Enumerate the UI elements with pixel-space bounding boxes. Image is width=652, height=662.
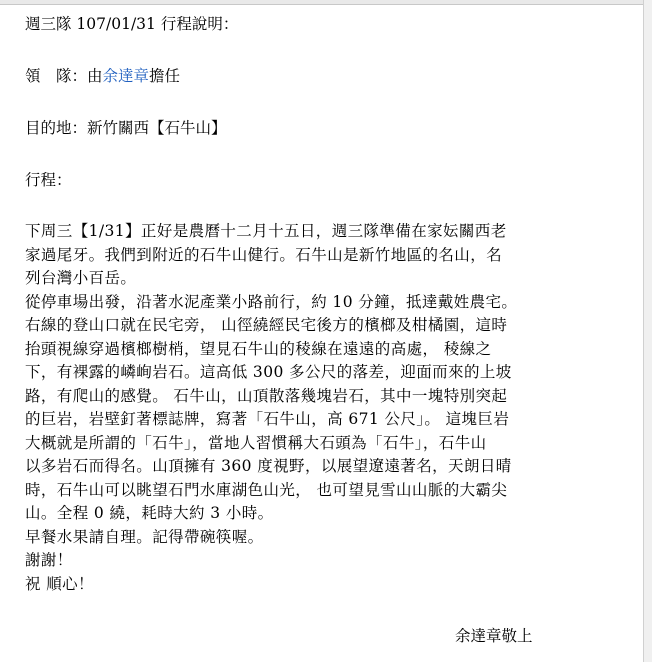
document-body — [25, 12, 640, 596]
body-line: 下周三【1/31】正好是農曆十二月十五日，週三隊準備在家妘關西老 — [25, 222, 507, 240]
body-line: 家過尾牙。我們到附近的石牛山健行。石牛山是新竹地區的名山，名 — [25, 245, 503, 264]
body-line: 謝謝！ — [25, 551, 73, 569]
leader-label: 領 隊：由 — [25, 67, 103, 85]
window-top-edge — [0, 0, 652, 5]
body-line: 路，有爬山的感覺。 石牛山，山頂散落幾塊岩石，其中一塊特別突起 — [25, 386, 508, 405]
leader-name: 余達章 — [102, 67, 150, 85]
body-line: 右線的登山口就在民宅旁， 山徑繞經民宅後方的檳榔及柑橘園，這時 — [25, 316, 508, 334]
itinerary-label: 行程： — [25, 171, 72, 189]
signature: 余達章敬上 — [455, 627, 533, 645]
destination-line: 目的地：新竹關西【石牛山】 — [25, 119, 227, 137]
window-scrollbar[interactable] — [643, 0, 652, 662]
body-line: 從停車場出發，沿著水泥產業小路前行，約 10 分鐘，抵達戴姓農宅。 — [25, 292, 518, 311]
body-line: 早餐水果請自理。記得帶碗筷喔。 — [25, 527, 264, 546]
body-line: 下，有裸露的嶙峋岩石。這高低 300 多公尺的落差，迎面而來的上坡 — [25, 363, 512, 381]
body-line: 時，石牛山可以眺望石門水庫湖色山光， 也可望見雪山山脈的大霸尖 — [25, 480, 508, 499]
leader-suffix: 擔任 — [149, 67, 181, 85]
body-line: 以多岩石而得名。山頂擁有 360 度視野，以展望遼遠著名，天朗日晴 — [25, 457, 512, 475]
body-line: 列台灣小百岳。 — [25, 269, 137, 287]
leader-line — [25, 64, 640, 89]
body-line: 抬頭視線穿過檳榔樹梢，望見石牛山的稜線在遠遠的高處， 稜線之 — [25, 339, 492, 358]
body-line: 山。全程 0 繞，耗時大約 3 小時。 — [25, 504, 274, 522]
body-line: 祝 順心！ — [25, 574, 94, 593]
body-line: 大概就是所謂的「石牛」，當地人習慣稱大石頭為「石牛」，石牛山 — [25, 433, 487, 452]
body-line: 的巨岩，岩壁釘著標誌牌，寫著「石牛山，高 671 公尺」。 這塊巨岩 — [25, 410, 510, 428]
header-line: 週三隊 107/01/31 行程說明： — [25, 15, 239, 33]
itinerary-body — [25, 220, 640, 596]
